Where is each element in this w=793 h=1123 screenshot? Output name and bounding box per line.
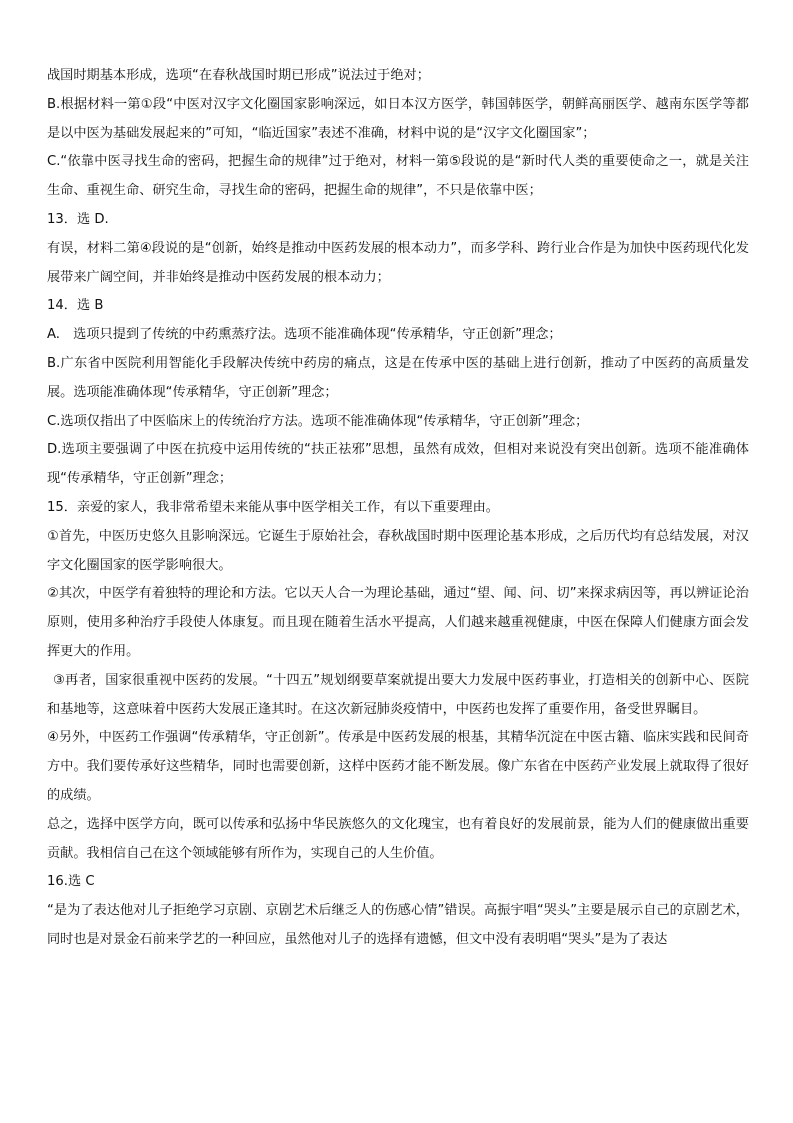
answer-15-heading: 15．亲爱的家人，我非常希望未来能从事中医学相关工作，有以下重要理由。 xyxy=(47,499,499,515)
paragraph-12-option-c: C.“依靠中医寻找生命的密码，把握生命的规律”过于绝对，材料一第⑤段说的是“新时代人类的重要使命之一，就是关注生命、重视生命、研究生命，寻找生命的密码，把握生命的规律”，不只是依靠中医； xyxy=(47,154,749,199)
answer-15-point-3: ③再者，国家很重视中医药的发展。“十四五”规划纲要草案就提出要大力发展中医药事业，打造相关的创新中心、医院和基地等，这意味着中医药大发展正逢其时。在这次新冠肺炎疫情中，中医药也发挥了重要作用，备受世界瞩目。 xyxy=(47,672,749,717)
answer-14-option-b: B.广东省中医院利用智能化手段解决传统中药房的痛点，这是在传承中医的基础上进行创新，推动了中医药的高质量发展。选项能准确体现“传承精华，守正创新”理念； xyxy=(47,355,749,400)
answer-14-option-d: D.选项主要强调了中医在抗疫中运用传统的“扶正祛邪”思想，虽然有成效，但相对来说没有突出创新。选项不能准确体现“传承精华，守正创新”理念； xyxy=(47,442,749,487)
answer-15-point-4: ④另外，中医药工作强调“传承精华，守正创新”。传承是中医药发展的根基，其精华沉淀在中医古籍、临床实践和民间奇方中。我们要传承好这些精华，同时也需要创新，这样中医药才能不断发展。像广东省在中医药产业发展上就取得了很好的成绩。 xyxy=(47,730,749,803)
answer-15-conclusion: 总之，选择中医学方向，既可以传承和弘扬中华民族悠久的文化瑰宝，也有着良好的发展前景，能为人们的健康做出重要贡献。我相信自己在这个领域能够有所作为，实现自己的人生价值。 xyxy=(47,816,749,861)
answer-16-heading: 16.选 C xyxy=(47,874,95,890)
answer-13-heading: 13．选 D. xyxy=(47,211,109,227)
answer-14-option-c: C.选项仅指出了中医临床上的传统治疗方法。选项不能准确体现“传承精华，守正创新”理念； xyxy=(47,413,589,429)
answer-15-point-2: ②其次，中医学有着独特的理论和方法。它以天人合一为理论基础，通过“望、闻、问、切”来探求病因等，再以辨证论治原则，使用多种治疗手段使人体康复。而且现在随着生活水平提高，人们越来越重视健康，中医在保障人们健康方面会发挥更大的作用。 xyxy=(47,586,749,659)
answer-14-heading: 14．选 B xyxy=(47,298,104,314)
answer-13-explanation: 有误，材料二第④段说的是“创新，始终是推动中医药发展的根本动力”，而多学科、跨行业合作是为加快中医药现代化发展带来广阔空间，并非始终是推动中医药发展的根本动力； xyxy=(47,240,749,285)
paragraph-12-continuation: 战国时期基本形成，选项“在春秋战国时期已形成”说法过于绝对； xyxy=(47,68,430,83)
answer-15-point-1: ①首先，中医历史悠久且影响深远。它诞生于原始社会，春秋战国时期中医理论基本形成，之后历代均有总结发展，对汉字文化圈国家的医学影响很大。 xyxy=(47,528,749,573)
answer-16-explanation: “是为了表达他对儿子拒绝学习京剧、京剧艺术后继乏人的伤感心情”错误。高振宇唱“哭头”主要是展示自己的京剧艺术，同时也是对景金石前来学艺的一种回应，虽然他对儿子的选择有遗憾，但文中没有表明唱“哭头”是为了表达 xyxy=(47,903,749,947)
paragraph-12-option-b: B.根据材料一第①段“中医对汉字文化圈国家影响深远，如日本汉方医学，韩国韩医学，朝鲜高丽医学、越南东医学等都是以中医为基础发展起来的”可知，“临近国家”表述不准确，材料中说的是“汉字文化圈国家”； xyxy=(47,96,749,141)
answer-14-option-a: A. 选项只提到了传统的中药熏蒸疗法。选项不能准确体现“传承精华，守正创新”理念； xyxy=(47,327,562,343)
